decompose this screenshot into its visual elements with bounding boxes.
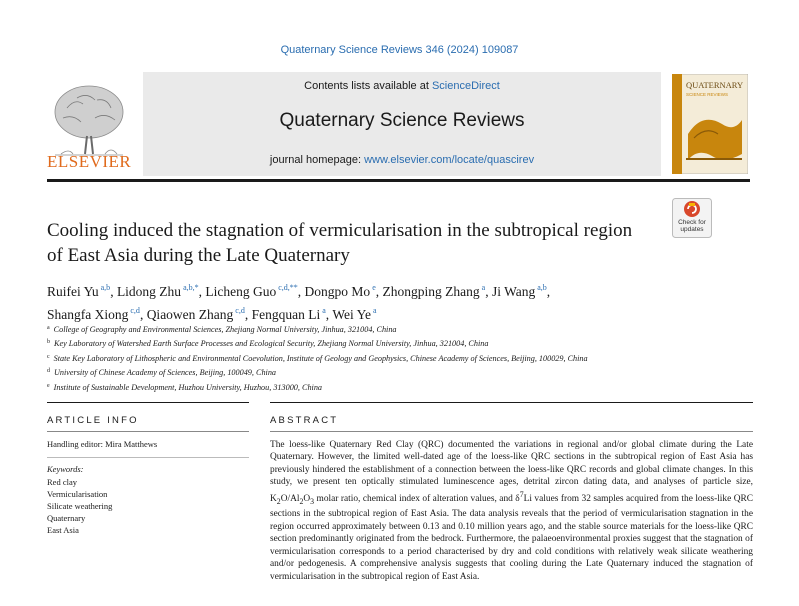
abstract-subscript: 2 xyxy=(299,496,304,506)
affiliation-key: a xyxy=(47,325,50,331)
affiliation-item xyxy=(47,380,747,394)
author-name[interactable]: Licheng Guo xyxy=(205,284,277,299)
author-affil-marker[interactable]: c,d xyxy=(235,306,245,315)
affiliation-key: c xyxy=(47,353,50,360)
abstract-text: O xyxy=(303,493,311,504)
article-info-heading: ARTICLE INFO xyxy=(47,415,139,426)
author-name[interactable]: Dongpo Mo xyxy=(304,284,371,299)
keyword-item: Red clay xyxy=(47,477,77,487)
homepage-link[interactable]: www.elsevier.com/locate/quascirev xyxy=(364,154,535,166)
abstract-text: molar ratio, chemical index of alteration values, and δ xyxy=(314,493,520,504)
abstract-subscript: 3 xyxy=(310,496,315,506)
journal-cover-thumbnail[interactable] xyxy=(672,74,748,174)
affiliation-text: Key Laboratory of Watershed Earth Surface Processes and Ecological Security, Zhejiang Normal University, Jinhua, 321004, China xyxy=(54,339,489,349)
affiliation-item xyxy=(47,351,747,365)
rule xyxy=(270,431,753,432)
contents-availability xyxy=(143,80,661,92)
section-divider xyxy=(47,402,249,403)
check-for-updates-line1: Check for xyxy=(678,219,706,226)
author-affil-marker[interactable]: a xyxy=(372,306,377,315)
keyword-item: Quaternary xyxy=(47,513,86,523)
keyword-list xyxy=(47,476,112,536)
homepage-prefix: journal homepage: xyxy=(269,154,365,166)
author-name[interactable]: Shangfa Xiong xyxy=(47,307,129,322)
check-for-updates-label[interactable] xyxy=(662,219,722,233)
author-affil-marker[interactable]: a,b xyxy=(100,283,111,292)
affiliation-item xyxy=(47,365,747,379)
author-affil-marker[interactable]: a,b xyxy=(537,283,547,292)
affiliation-item xyxy=(47,336,747,350)
handling-editor: Handling editor: Mira Matthews xyxy=(47,439,158,449)
affiliation-key: d xyxy=(47,368,50,375)
article-title: Cooling induced the stagnation of vermicularisation in the subtropical region of East Asia during the Late Quaternary xyxy=(47,220,633,266)
author-name[interactable]: Zhongping Zhang xyxy=(382,284,480,299)
author-affil-marker[interactable]: c,d xyxy=(130,306,140,315)
abstract-subscript: 2 xyxy=(276,496,281,506)
sciencedirect-link[interactable]: ScienceDirect xyxy=(431,80,500,92)
author-name[interactable]: Wei Ye xyxy=(332,307,371,322)
keyword-item: Vermicularisation xyxy=(47,489,108,499)
abstract-text: O/Al xyxy=(280,493,300,504)
section-divider xyxy=(270,402,753,403)
affiliation-text: College of Geography and Environmental Sciences, Zhejiang Normal University, Jinhua, 321004, China xyxy=(53,325,397,334)
journal-banner xyxy=(143,72,661,176)
author-affil-marker[interactable]: c,d,** xyxy=(278,283,298,292)
author-name[interactable]: Qiaowen Zhang xyxy=(146,307,234,322)
author-affil-marker[interactable]: a xyxy=(322,306,326,315)
cover-title-line2: SCIENCE REVIEWS xyxy=(686,92,729,97)
affiliation-text: University of Chinese Academy of Sciences, Beijing, 100049, China xyxy=(54,368,277,378)
author-name[interactable]: Ruifei Yu xyxy=(47,284,99,299)
affiliation-item xyxy=(47,322,747,336)
check-for-updates-line2: updates xyxy=(680,226,704,233)
keyword-item: Silicate weathering xyxy=(47,501,113,511)
journal-citation[interactable]: Quaternary Science Reviews 346 (2024) 109087 xyxy=(280,44,519,56)
abstract-body xyxy=(270,439,753,583)
abstract-heading: ABSTRACT xyxy=(270,415,339,426)
affiliation-key: e xyxy=(47,382,50,389)
affiliation-text: Institute of Sustainable Development, Huzhou University, Huzhou, 313000, China xyxy=(53,382,323,392)
author-list: Ruifei Yu $^{a,b}$, Lidong Zhu $^{a,b,*}$, Licheng Guo $^{c,d,**}$, Dongpo Mo $^e$, Zhongping Zhang $^a$, Ji Wang $^{a,b}$, Shangfa Xiong $^{c,d}$, Qiaowen Zhang $^{c,d}$, Fengquan Li $^a$, Wei Ye $^a$ xyxy=(47,283,551,322)
keyword-item: East Asia xyxy=(47,525,79,535)
author-name[interactable]: Ji Wang xyxy=(491,284,536,299)
journal-homepage xyxy=(143,154,661,166)
journal-header xyxy=(47,72,750,182)
author-affil-marker[interactable]: a xyxy=(481,283,486,292)
journal-title: Quaternary Science Reviews xyxy=(279,110,525,131)
author-affil-marker[interactable]: a,b,* xyxy=(183,283,199,292)
abstract-superscript: 7 xyxy=(519,489,524,499)
affiliation-text: State Key Laboratory of Lithospheric and Environmental Coevolution, Institute of Geology and Geophysics, Chinese Academy of Sciences, Beijing, 100029, China xyxy=(53,353,588,363)
elsevier-wordmark[interactable]: ELSEVIER xyxy=(47,152,132,171)
contents-prefix: Contents lists available at xyxy=(304,80,432,92)
rule xyxy=(47,457,249,458)
author-name[interactable]: Lidong Zhu xyxy=(116,284,182,299)
keywords-label: Keywords: xyxy=(47,464,84,474)
affiliation-list xyxy=(47,322,747,394)
abstract-text: The loess-like Quaternary Red Clay (QRC) documented the variations in regional and/or global climate during the Late Quaternary. However, the limited well-dated age of the loess-like QRC sections in the subtropical region of East Asia has previously hindered the establishment of a connection between the loess-like QRC records and global climate changes. In this study, we present ten optically stimulated luminescence ages, detrital zircon dating data, and analyses of particle size, K xyxy=(270,440,753,504)
author-affil-marker[interactable]: e xyxy=(372,283,376,292)
cover-title-line1: QUATERNARY xyxy=(686,80,744,90)
affiliation-key: b xyxy=(47,339,50,346)
abstract-text: Li values from 32 samples acquired from the loess-like QRC sections in the subtropical region of East Asia. The data analysis reveals that the period of vermicularisation stagnation in the region occurred approximately between 0.13 and 0.10 million years ago, and the stable source materials for the loess-like QRC section predominantly originated from the bedrock. Furthermore, the palaeoenvironmental proxies suggest that the stagnation of vermicularisation corresponds to a period characterised by dry and cold conditions with relatively weak silicate weathering and/or pedogenesis. A comprehensive analysis suggests that cooling during the Late Quaternary induced the stagnation of vermicularisation in the subtropical region of East Asia. xyxy=(270,493,753,582)
rule xyxy=(47,431,249,432)
author-name[interactable]: Fengquan Li xyxy=(251,307,321,322)
